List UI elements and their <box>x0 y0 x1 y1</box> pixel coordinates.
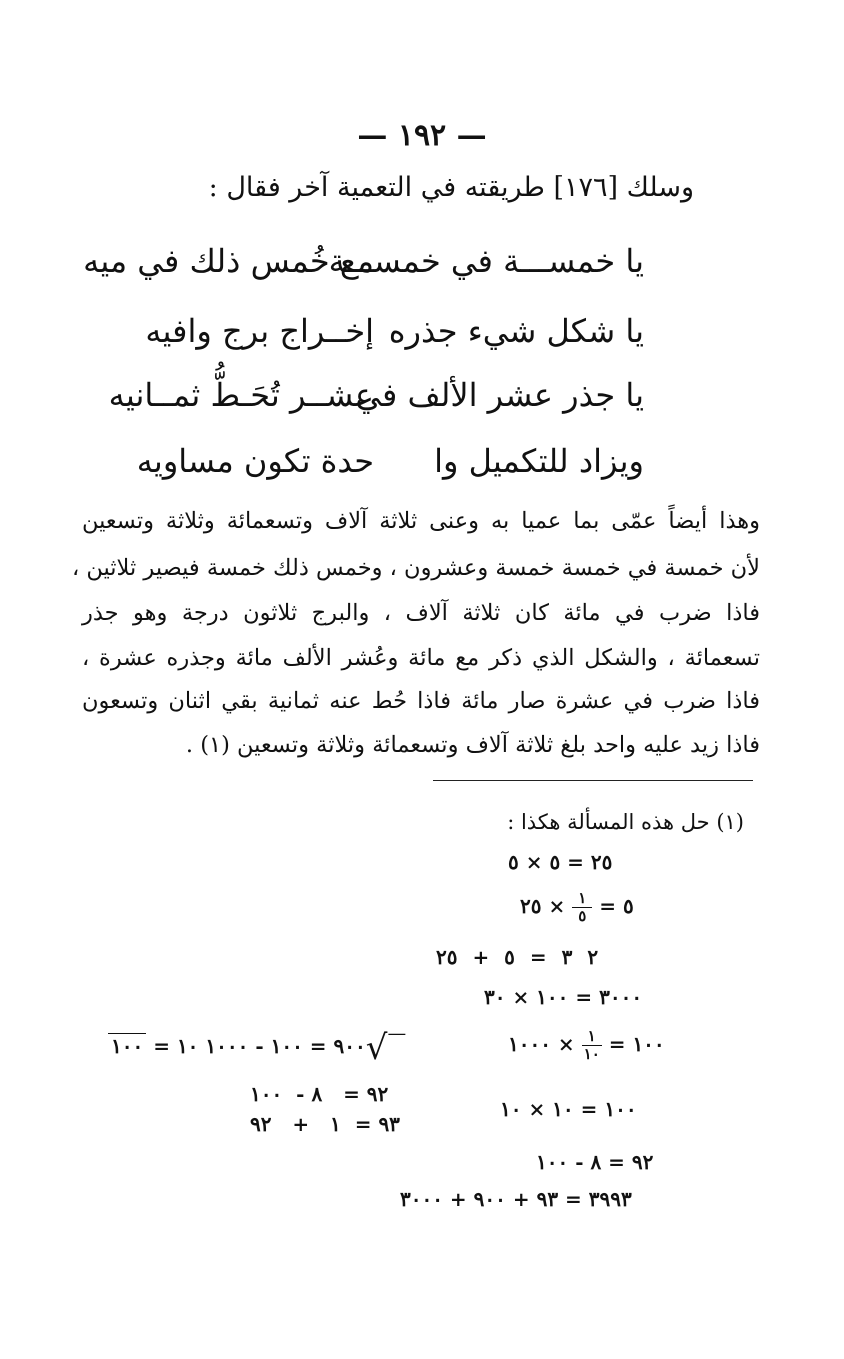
prose-line-1: وهذا أيضاً عمّى بما عميا به وعنى ثلاثة آلاف وتسعمائة وثلاثة وتسعين <box>82 508 760 534</box>
square-root-sign: √‾ <box>365 1028 407 1068</box>
page-number: — ١٩٢ — <box>357 118 487 153</box>
verse-2-first-half: يا شكل شيء جذره <box>388 312 644 350</box>
verse-3-first-half: يا جذر عشر الألف في <box>355 376 644 414</box>
verse-1-first-half: يا خمســـة في خمســـة <box>328 242 644 280</box>
equation-4: ٣٠٠٠ = ١٠٠ × ٣٠ <box>484 985 643 1009</box>
equation-5-radicand: ١٠٠ <box>108 1033 146 1058</box>
equation-5 <box>508 1028 665 1063</box>
equation-8: ٣٩٩٣ = ٩٣ + ٩٠٠ + ٣٠٠٠ <box>400 1187 632 1211</box>
equation-6: ١٠٠ = ١٠ × ١٠ <box>500 1097 637 1121</box>
equation-5-root <box>108 1028 406 1068</box>
equation-5-left: ١٠٠ = <box>608 1032 665 1056</box>
equation-3: ٢ ٣ = ٥ + ٢٥ <box>436 945 599 969</box>
equation-1: ٢٥ = ٥ × ٥ <box>508 850 613 874</box>
equation-2 <box>520 890 634 925</box>
equation-2-numerator: ١ <box>572 890 592 908</box>
equation-6b: ٩٣ = ١ + ٩٢ <box>250 1112 400 1136</box>
footnote-divider <box>433 780 753 781</box>
verse-4-second-half: حدة تكون مساويه <box>136 442 374 480</box>
equation-6a: ٩٢ = ٨ - ١٠٠ <box>250 1082 389 1106</box>
prose-line-2: لأن خمسة في خمسة خمسة وعشرون ، وخمس ذلك خمسة فيصير ثلاثين ، <box>71 555 760 581</box>
equation-5-denominator: ١٠ <box>583 1045 600 1063</box>
footnote-heading: (١) حل هذه المسألة هكذا : <box>507 810 744 834</box>
equation-2-right: × ٢٥ <box>520 894 566 918</box>
verse-4-first-half: ويزاد للتكميل وا <box>434 442 644 480</box>
equation-5-root-left: ٩٠٠ = ١٠٠ - ١٠٠٠ ١٠ = <box>153 1034 366 1058</box>
verse-1-second-half: مع خُمس ذلك في ميه <box>83 242 374 280</box>
prose-line-4: تسعمائة ، والشكل الذي ذكر مع مائة وعُشر الألف مائة وجذره عشرة ، <box>82 645 760 671</box>
prose-line-5: فاذا ضرب في عشرة صار مائة فاذا حُط عنه ثمانية بقي اثنان وتسعون <box>82 688 760 714</box>
prose-line-6: فاذا زيد عليه واحد بلغ ثلاثة آلاف وتسعمائة وثلاثة وتسعين (١) . <box>185 732 760 758</box>
equation-5-numerator: ١ <box>582 1028 602 1046</box>
intro-line: وسلك [١٧٦] طريقته في التعمية آخر فقال : <box>208 172 694 203</box>
equation-2-denominator: ٥ <box>578 907 587 925</box>
verse-3-second-half: عشــر تُحَـطُّ ثمــانيه <box>108 376 374 414</box>
equation-5-right: × ١٠٠٠ <box>508 1032 575 1056</box>
equation-7: ٩٢ = ٨ - ١٠٠ <box>536 1150 654 1174</box>
verse-2-second-half: إخــراج برج وافيه <box>145 312 374 350</box>
prose-line-3: فاذا ضرب في مائة كان ثلاثة آلاف ، والبرج ثلاثون درجة وهو جذر <box>82 600 760 626</box>
equation-5-fraction <box>582 1028 602 1063</box>
equation-2-left: ٥ = <box>599 894 634 918</box>
equation-2-fraction <box>572 890 592 925</box>
